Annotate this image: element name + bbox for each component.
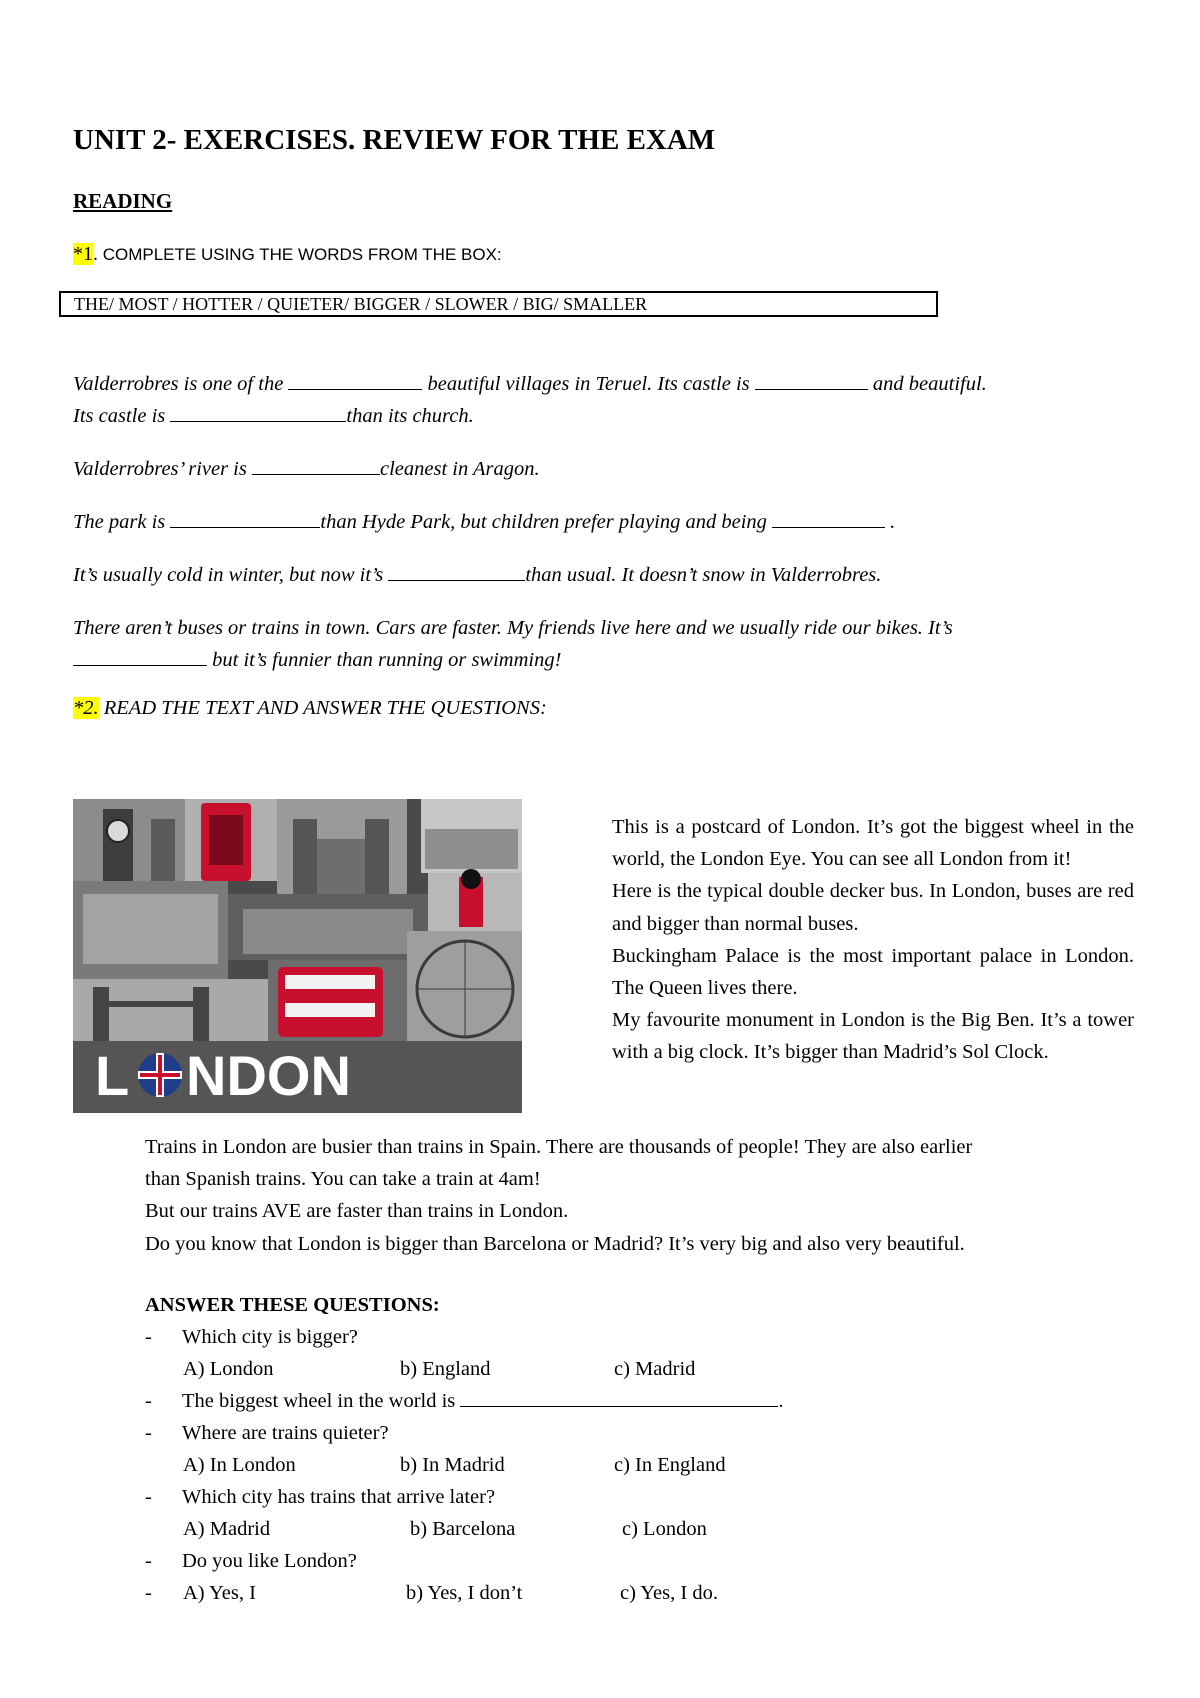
- blank-field[interactable]: [772, 508, 885, 528]
- section-heading-reading: READING: [73, 189, 173, 213]
- blank-field[interactable]: [73, 646, 207, 666]
- option-c[interactable]: c) Yes, I do.: [620, 1582, 718, 1604]
- blank-field[interactable]: [170, 508, 320, 528]
- blank-field[interactable]: [288, 370, 422, 390]
- blank-field[interactable]: [388, 561, 525, 581]
- text-line: Trains in London are busier than trains in Spain. There are thousands of people! They are also earlier: [145, 1136, 973, 1158]
- question-2: - The biggest wheel in the world is .: [0, 1385, 1200, 1417]
- option-b[interactable]: b) England: [400, 1358, 491, 1380]
- sentence-5: It’s usually cold in winter, but now it’s than usual. It doesn’t snow in Valderrobres.: [73, 559, 881, 591]
- paragraph: Here is the typical double decker bus. In London, buses are red and bigger than normal buses.: [612, 880, 1134, 935]
- exercise-1-text: COMPLETE USING THE WORDS FROM THE BOX:: [98, 245, 502, 264]
- paragraph: Buckingham Palace is the most important palace in London. The Queen lives there.: [612, 944, 1134, 1000]
- question-1-options: [0, 1353, 1200, 1385]
- blank-field[interactable]: [755, 370, 868, 390]
- question-5: - Do you like London?: [145, 1550, 357, 1572]
- blank-field[interactable]: [170, 402, 346, 422]
- option-b[interactable]: b) In Madrid: [400, 1454, 505, 1476]
- sentence-1: Valderrobres is one of the beautiful villages in Teruel. Its castle is and beautiful.: [73, 368, 987, 400]
- paragraph: My favourite monument in London is the Big Ben. It’s a tower with a big clock. It’s bigger than Madrid’s Sol Clock.: [612, 1009, 1134, 1064]
- sentence-6: There aren’t buses or trains in town. Cars are faster. My friends live here and we usually ride our bikes. It’s: [73, 617, 953, 639]
- question-4: - Which city has trains that arrive later?: [145, 1486, 496, 1508]
- question-4-options: [0, 1513, 1200, 1545]
- option-a[interactable]: A) Yes, I: [183, 1582, 256, 1604]
- option-b[interactable]: b) Barcelona: [410, 1518, 516, 1540]
- exercise-1-number: *1: [73, 243, 93, 265]
- svg-text:NDON: NDON: [186, 1044, 351, 1107]
- london-postcard-image: [73, 799, 522, 1113]
- question-6-options: - A) Yes, I b) Yes, I don’t c) Yes, I do.: [0, 1577, 1200, 1609]
- logo-text: L: [95, 1044, 130, 1107]
- option-a[interactable]: A) London: [183, 1358, 274, 1380]
- sentence-2: Its castle is than its church.: [73, 400, 474, 432]
- question-3: - Where are trains quieter?: [145, 1422, 389, 1444]
- question-3-options: [0, 1449, 1200, 1481]
- paragraph: This is a postcard of London. It’s got the biggest wheel in the world, the London Eye. You can see all London from it!: [612, 816, 1134, 871]
- question-1: - Which city is bigger?: [145, 1326, 358, 1348]
- option-c[interactable]: c) Madrid: [614, 1358, 696, 1380]
- word-box: THE/ MOST / HOTTER / QUIETER/ BIGGER / SLOWER / BIG/ SMALLER: [59, 291, 938, 317]
- blank-field[interactable]: [252, 455, 380, 475]
- blank-field[interactable]: [460, 1387, 778, 1407]
- postcard-description: [612, 811, 1134, 1069]
- text-line: But our trains AVE are faster than trains in London.: [145, 1200, 569, 1223]
- questions-heading: ANSWER THESE QUESTIONS:: [145, 1294, 440, 1316]
- trains-paragraph: [145, 1131, 1135, 1260]
- sentence-7: but it’s funnier than running or swimming!: [73, 644, 561, 676]
- page-title: UNIT 2- EXERCISES. REVIEW FOR THE EXAM: [73, 124, 716, 156]
- exercise-2-number: *2.: [73, 697, 99, 719]
- option-a[interactable]: A) In London: [183, 1454, 296, 1476]
- exercise-1-instruction: *1. COMPLETE USING THE WORDS FROM THE BOX:: [73, 243, 502, 265]
- option-a[interactable]: A) Madrid: [183, 1518, 271, 1540]
- option-c[interactable]: c) London: [622, 1518, 707, 1540]
- exercise-2-instruction: *2. READ THE TEXT AND ANSWER THE QUESTIONS:: [73, 697, 547, 719]
- text-line: Do you know that London is bigger than Barcelona or Madrid? It’s very big and also very beautiful.: [145, 1232, 965, 1255]
- sentence-3: Valderrobres’ river is cleanest in Aragon.: [73, 453, 540, 485]
- text-line: than Spanish trains. You can take a train at 4am!: [145, 1168, 541, 1191]
- option-b[interactable]: b) Yes, I don’t: [406, 1582, 523, 1604]
- sentence-4: The park is than Hyde Park, but children prefer playing and being .: [73, 506, 895, 538]
- option-c[interactable]: c) In England: [614, 1454, 726, 1476]
